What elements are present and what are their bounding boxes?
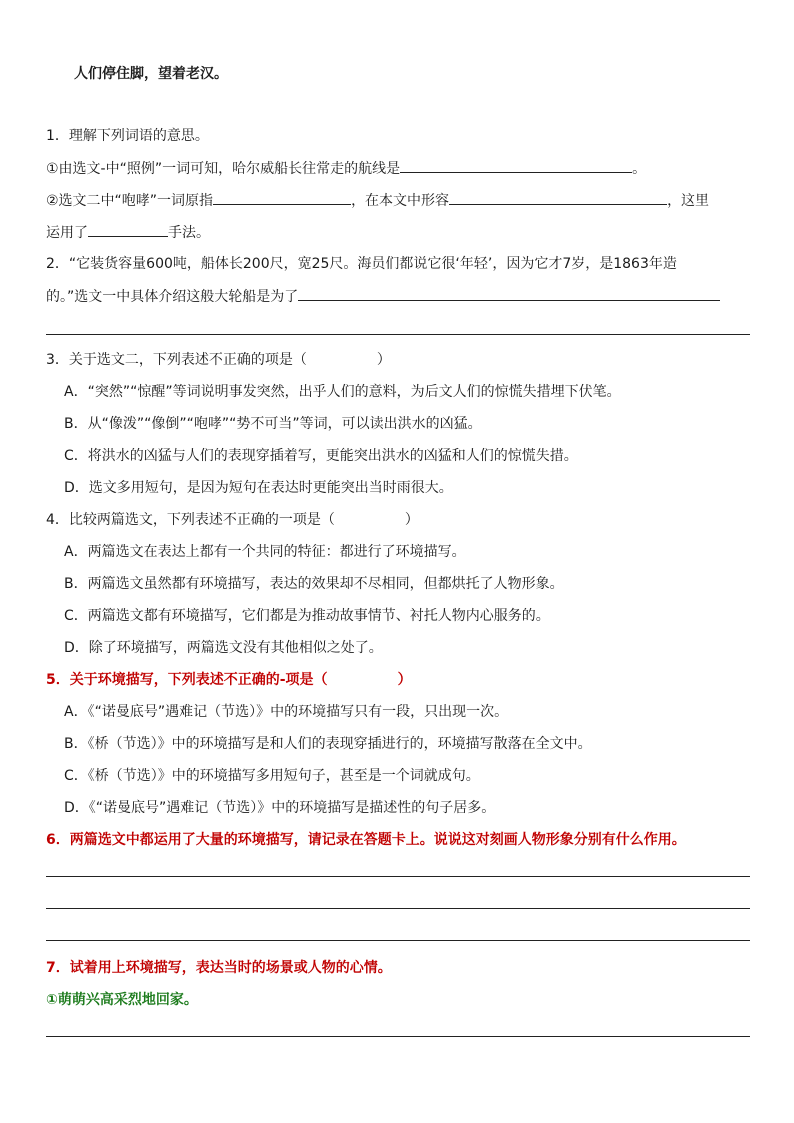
q1-title: 1．理解下列词语的意思。 — [46, 128, 209, 144]
q7-item-1: ①萌萌兴高采烈地回家。 — [46, 992, 198, 1008]
q1-c-blank — [88, 222, 168, 237]
q5-option-b: B．《桥（节选）》中的环境描写是和人们的表现穿插进行的，环境描写散落在全文中。 — [64, 736, 592, 752]
q1-c-end: 手法。 — [168, 225, 210, 241]
q1-a-end: 。 — [632, 161, 647, 177]
q6-title: 6．两篇选文中都运用了大量的环境描写，请记录在答题卡上。说说这对刻画人物形象分别有什么作用。 — [46, 832, 686, 848]
q3-option-b: B．从“像泼”“像倒”“咆哮”“势不可当”等词，可以读出洪水的凶猛。 — [64, 416, 482, 432]
q4-option-c: C．两篇选文都有环境描写，它们都是为推动故事情节、衬托人物内心服务的。 — [64, 608, 550, 624]
q4-option-b: B．两篇选文虽然都有环境描写，表达的效果却不尽相同，但都烘托了人物形象。 — [64, 576, 564, 592]
q5-option-a: A．《“诺曼底号”遇难记（节选）》中的环境描写只有一段，只出现一次。 — [64, 704, 509, 720]
q3-option-d: D．选文多用短句，是因为短句在表达时更能突出当时雨很大。 — [64, 480, 453, 496]
q2-line-1: 2．“它装货容量600吨，船体长200尺，宽25尺。海员们都说它很‘年轻’，因为它才7岁，是1863年造 — [46, 256, 677, 272]
q6-answer-line-2 — [46, 908, 750, 909]
q3-title-close: ） — [376, 352, 391, 368]
q4-title-close: ） — [404, 512, 419, 528]
q1-a-blank — [400, 158, 632, 173]
q3-title-text: 3．关于选文二，下列表述不正确的项是（ — [46, 352, 307, 368]
q6-answer-line-1 — [46, 876, 750, 877]
q4-title — [46, 510, 419, 530]
q2-line-2-text: 的。”选文一中具体介绍这般大轮船是为了 — [46, 289, 299, 305]
q7-title: 7．试着用上环境描写，表达当时的场景或人物的心情。 — [46, 960, 392, 976]
q5-title-close: ） — [397, 672, 412, 688]
q1-a — [46, 158, 646, 179]
intro-text: 人们停住脚，望着老汉。 — [74, 66, 228, 82]
q5-title — [46, 670, 412, 690]
q6-answer-line-3 — [46, 940, 750, 941]
q1-b-end: ，这里 — [667, 193, 710, 209]
q4-option-a: A．两篇选文在表达上都有一个共同的特征：都进行了环境描写。 — [64, 544, 466, 560]
q1-b-text: ②选文二中“咆哮”一词原指 — [46, 193, 214, 209]
q1-a-text: ①由选文-中“照例”一词可知，哈尔威船长往常走的航线是 — [46, 161, 401, 177]
q4-option-d: D．除了环境描写，两篇选文没有其他相似之处了。 — [64, 640, 383, 656]
q3-option-c: C．将洪水的凶猛与人们的表现穿插着写，更能突出洪水的凶猛和人们的惊慌失措。 — [64, 448, 578, 464]
q2-blank — [298, 286, 720, 301]
q5-title-text: 5．关于环境描写，下列表述不正确的-项是（ — [46, 672, 328, 688]
q1-b-mid: ，在本文中形容 — [351, 193, 450, 209]
q1-b-blank-2 — [449, 190, 667, 205]
q1-c-text: 运用了 — [46, 225, 88, 241]
q5-option-d: D．《“诺曼底号”遇难记（节选）》中的环境描写是描述性的句子居多。 — [64, 800, 496, 816]
q1-c — [46, 222, 210, 243]
q2-answer-line — [46, 334, 750, 335]
q2-line-2 — [46, 286, 720, 307]
q3-option-a: A．“突然”“惊醒”等词说明事发突然，出乎人们的意料，为后文人们的惊慌失措埋下伏笔。 — [64, 384, 621, 400]
q3-title — [46, 350, 391, 370]
q4-title-text: 4．比较两篇选文，下列表述不正确的一项是（ — [46, 512, 335, 528]
q5-option-c: C．《桥（节选）》中的环境描写多用短句子，甚至是一个词就成句。 — [64, 768, 480, 784]
q7-answer-line — [46, 1036, 750, 1037]
q1-b — [46, 190, 709, 211]
q1-b-blank-1 — [213, 190, 351, 205]
